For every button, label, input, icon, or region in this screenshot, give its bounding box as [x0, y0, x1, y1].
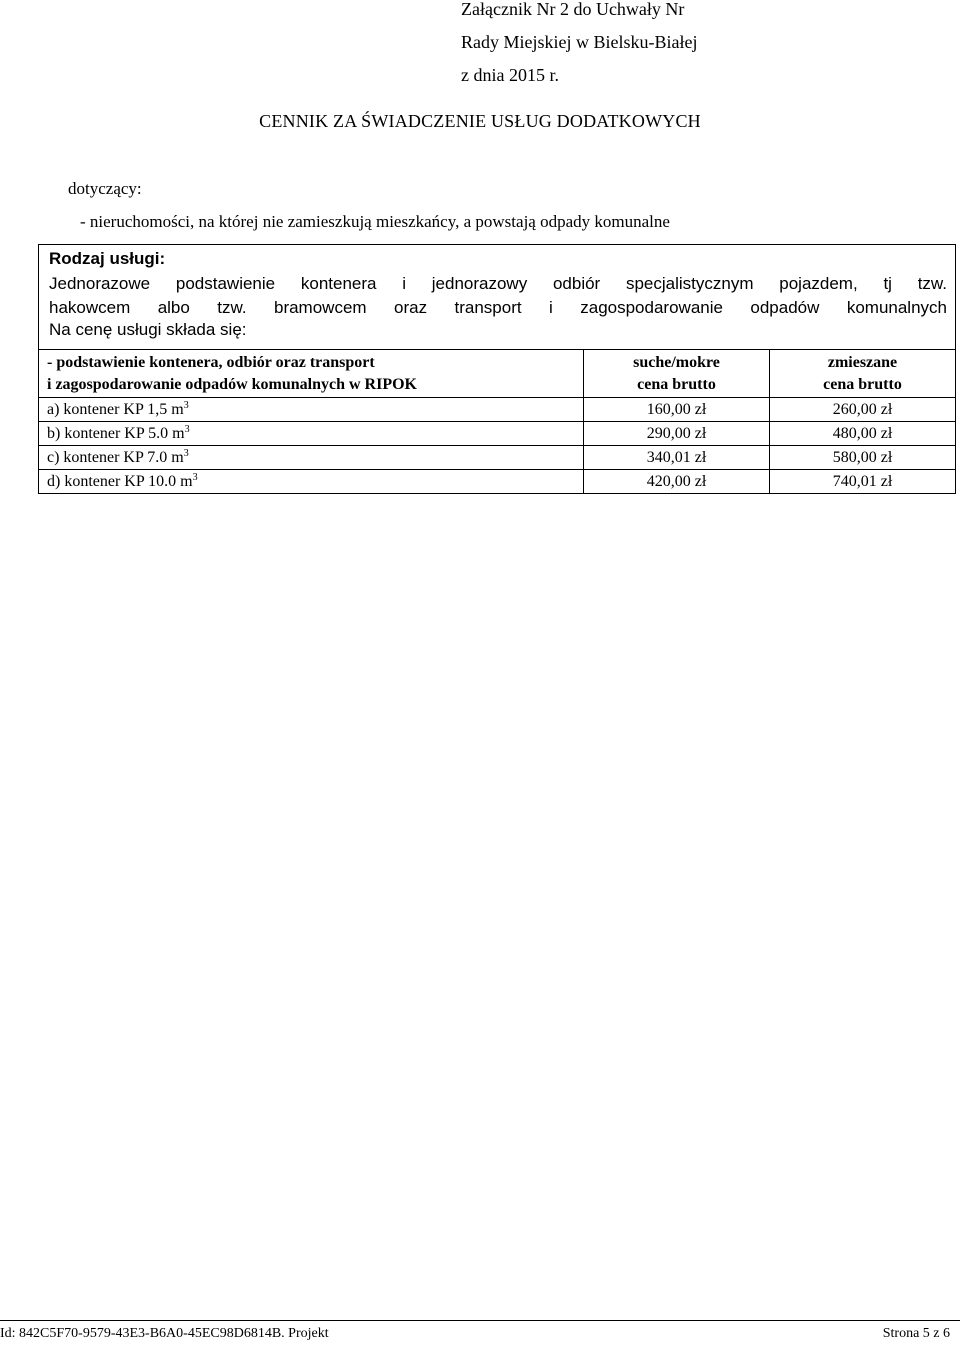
- table-row: [39, 446, 956, 470]
- price-mixed: 260,00 zł: [770, 398, 956, 422]
- header-mixed-cell: [770, 350, 956, 398]
- price-components-label: Na cenę usługi składa się:: [49, 320, 247, 339]
- header-dry-wet-line1: suche/mokre: [633, 353, 720, 371]
- price-dry-wet: 160,00 zł: [584, 398, 770, 422]
- container-name: b) kontener KP 5.0 $m^3$: [39, 422, 584, 446]
- table-row: [39, 398, 956, 422]
- price-table: [38, 349, 956, 494]
- intro-label: dotyczący:: [68, 179, 142, 198]
- table-row: [39, 470, 956, 494]
- header-service-cell: [39, 350, 584, 398]
- header-service-line1: - podstawienie kontenera, odbiór oraz transport: [47, 353, 375, 371]
- attachment-header-line3: z dnia 2015 r.: [461, 65, 559, 85]
- service-description-box: [38, 244, 956, 350]
- intro-item: - nieruchomości, na której nie zamieszkują mieszkańcy, a powstają odpady komunalne: [80, 212, 670, 231]
- container-name: d) kontener KP 10.0 $m^3$: [39, 470, 584, 494]
- price-dry-wet: 340,01 zł: [584, 446, 770, 470]
- page-footer: [0, 1320, 960, 1341]
- service-description-line1: Jednorazowe podstawienie kontenera i jednorazowy odbiór specjalistycznym pojazdem, tj tzw.: [49, 274, 947, 293]
- document-title: CENNIK ZA ŚWIADCZENIE USŁUG DODATKOWYCH: [259, 111, 701, 131]
- price-dry-wet: 420,00 zł: [584, 470, 770, 494]
- attachment-header-line2: Rady Miejskiej w Bielsku-Białej: [461, 32, 698, 52]
- price-mixed: 740,01 zł: [770, 470, 956, 494]
- header-service-line2: i zagospodarowanie odpadów komunalnych w RIPOK: [47, 375, 417, 393]
- price-table-header: [39, 350, 956, 398]
- header-dry-wet-line2: cena brutto: [637, 375, 716, 393]
- table-row: [39, 422, 956, 446]
- header-mixed-line2: cena brutto: [823, 375, 902, 393]
- price-mixed: 480,00 zł: [770, 422, 956, 446]
- price-mixed: 580,00 zł: [770, 446, 956, 470]
- page-number: Strona 5 z 6: [882, 1326, 950, 1341]
- header-dry-wet-cell: [584, 350, 770, 398]
- service-label: Rodzaj usługi:: [49, 249, 166, 268]
- document-id: Id: 842C5F70-9579-43E3-B6A0-45EC98D6814B. Projekt: [0, 1326, 329, 1341]
- container-name: a) kontener KP 1,5 $m^3$: [39, 398, 584, 422]
- service-description-line2: hakowcem albo tzw. bramowcem oraz transport i zagospodarowanie odpadów komunalnych: [49, 298, 947, 317]
- container-name: c) kontener KP 7.0 $m^3$: [39, 446, 584, 470]
- price-dry-wet: 290,00 zł: [584, 422, 770, 446]
- header-mixed-line1: zmieszane: [827, 353, 898, 371]
- attachment-header-line1: Załącznik Nr 2 do Uchwały Nr: [461, 0, 685, 19]
